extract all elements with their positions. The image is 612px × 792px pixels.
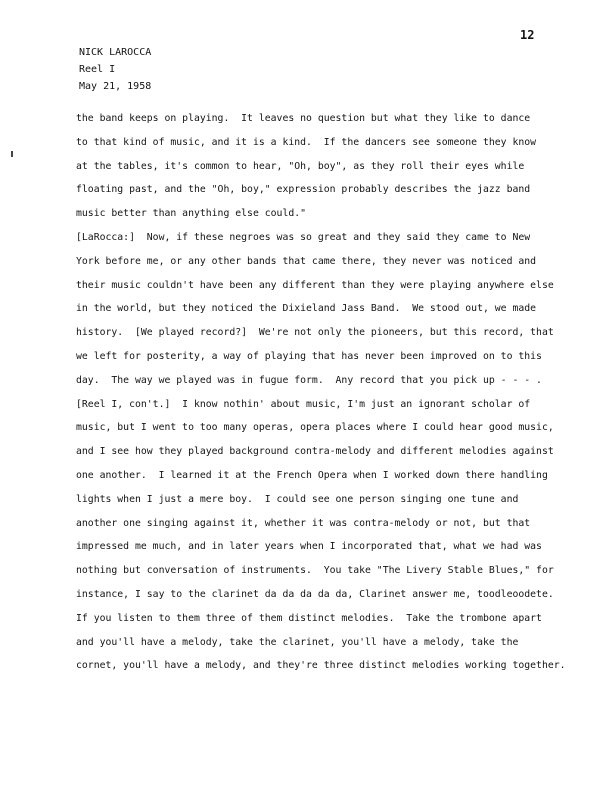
transcript-line: one another. I learned it at the French Opera when I worked down there handling [76, 469, 548, 481]
transcript-line: to that kind of music, and it is a kind. If the dancers see someone they know [76, 136, 537, 148]
transcript-line: day. The way we played was in fugue form. Any record that you pick up - - - . [76, 374, 542, 386]
transcript-line: impressed me much, and in later years when I incorporated that, what we had was [76, 541, 542, 553]
transcript-line: their music couldn't have been any different than they were playing anywhere else [76, 279, 554, 291]
transcript-line: cornet, you'll have a melody, and they're three distinct melodies working together. [76, 660, 566, 672]
page-number: 12 [520, 28, 535, 42]
transcript-line: York before me, or any other bands that came there, they never was noticed and [76, 255, 537, 267]
transcript-line: If you listen to them three of them distinct melodies. Take the trombone apart [76, 612, 542, 624]
transcript-line: [LaRocca:] Now, if these negroes was so great and they said they came to New [76, 231, 531, 243]
transcript-line: nothing but conversation of instruments. You take "The Livery Stable Blues," for [76, 565, 554, 577]
interview-date: May 21, 1958 [79, 81, 152, 92]
transcript-line: and you'll have a melody, take the clarinet, you'll have a melody, take the [76, 636, 519, 648]
transcript-line: we left for posterity, a way of playing that has never been improved on to this [76, 350, 542, 362]
transcript-body [76, 107, 588, 678]
interviewee-name: NICK LAROCCA [79, 47, 152, 58]
transcript-line: history. [We played record?] We're not only the pioneers, but this record, that [76, 327, 554, 339]
transcript-line: [Reel I, con't.] I know nothin' about music, I'm just an ignorant scholar of [76, 398, 531, 410]
transcript-line: and I see how they played background contra-melody and different melodies against [76, 446, 554, 458]
transcript-line: in the world, but they noticed the Dixieland Jass Band. We stood out, we made [76, 303, 537, 315]
reel-label: Reel I [79, 64, 116, 75]
margin-mark [11, 151, 13, 157]
transcript-line: music better than anything else could." [76, 208, 307, 220]
transcript-line: instance, I say to the clarinet da da da da da, Clarinet answer me, toodleoodete. [76, 588, 554, 600]
transcript-header [79, 44, 151, 95]
transcript-line: music, but I went to too many operas, opera places where I could hear good music, [76, 422, 554, 434]
transcript-line: floating past, and the "Oh, boy," expression probably describes the jazz band [76, 184, 531, 196]
transcript-line: at the tables, it's common to hear, "Oh, boy", as they roll their eyes while [76, 160, 525, 172]
transcript-line: another one singing against it, whether it was contra-melody or not, but that [76, 517, 531, 529]
transcript-line: the band keeps on playing. It leaves no question but what they like to dance [76, 113, 531, 124]
transcript-line: lights when I just a mere boy. I could see one person singing one tune and [76, 493, 519, 505]
